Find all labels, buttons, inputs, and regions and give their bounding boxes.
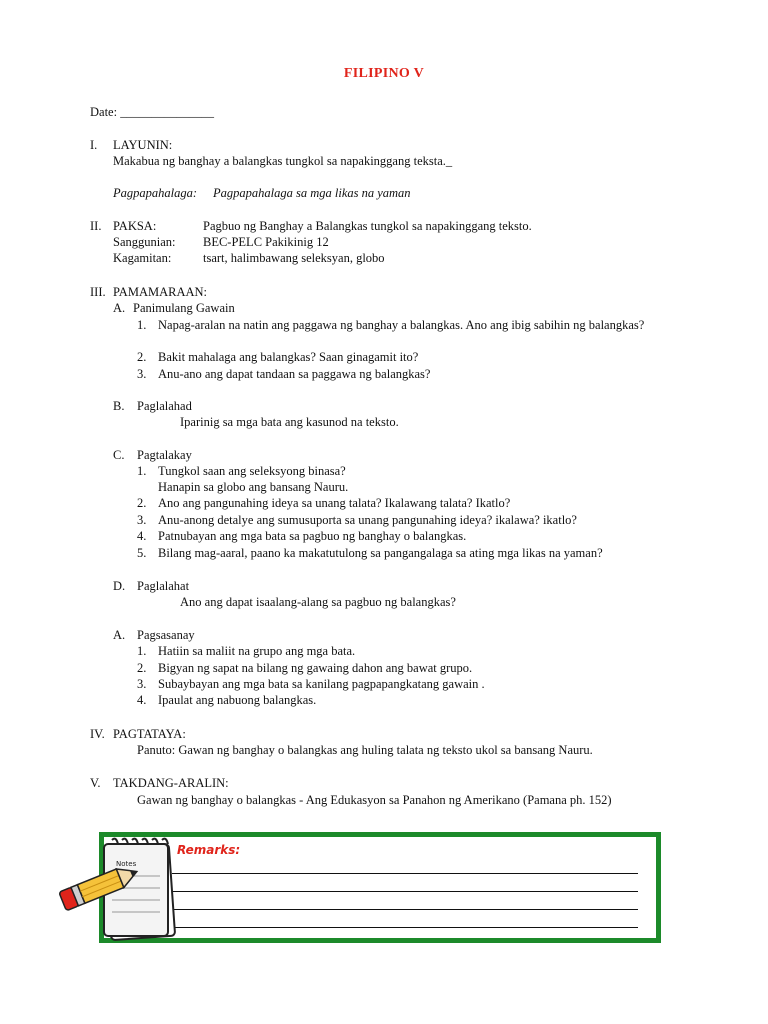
subsection-a-letter: A. <box>113 301 126 315</box>
c-item-1-text-2: Hanapin sa globo ang bansang Nauru. <box>158 480 349 494</box>
sanggunian-value: BEC-PELC Pakikinig 12 <box>203 235 329 249</box>
e-item-2-number: 2. <box>137 661 147 675</box>
section-1-number: I. <box>90 138 98 152</box>
section-1-heading: LAYUNIN: <box>113 138 173 152</box>
notepad-text: Notes <box>116 860 137 868</box>
remarks-line <box>172 927 638 928</box>
section-3-heading: PAMAMARAAN: <box>113 285 208 299</box>
c-item-5-text: Bilang mag-aaral, paano ka makatutulong sa pangangalaga sa ating mga likas na yaman? <box>158 546 603 560</box>
c-item-2-text: Ano ang pangunahing ideya sa unang talata? Ikalawang talata? Ikatlo? <box>158 496 511 510</box>
section-4-number: IV. <box>90 727 105 741</box>
subsection-b-letter: B. <box>113 399 125 413</box>
pagtataya-text: Panuto: Gawan ng banghay o balangkas ang huling talata ng teksto ukol sa bansang Nauru. <box>137 743 593 757</box>
c-item-1-text: Tungkol saan ang seleksyong binasa? <box>158 464 346 478</box>
takdang-aralin-text: Gawan ng banghay o balangkas - Ang Edukasyon sa Panahon ng Amerikano (Pamana ph. 152) <box>137 793 612 807</box>
section-4-heading: PAGTATAYA: <box>113 727 186 741</box>
c-item-5-number: 5. <box>137 546 147 560</box>
section-5-number: V. <box>90 776 101 790</box>
remarks-line <box>172 909 638 910</box>
kagamitan-label: Kagamitan: <box>113 251 172 265</box>
notepad-pencil-icon <box>56 836 176 946</box>
c-item-4-text: Patnubayan ang mga bata sa pagbuo ng banghay o balangkas. <box>158 529 467 543</box>
subsection-c-letter: C. <box>113 448 125 462</box>
date-field: Date: _______________ <box>90 105 214 119</box>
paglalahat-text: Ano ang dapat isaalang-alang sa pagbuo ng balangkas? <box>180 595 456 609</box>
a-item-3-text: Anu-ano ang dapat tandaan sa paggawa ng balangkas? <box>158 367 431 381</box>
subsection-d-letter: D. <box>113 579 126 593</box>
a-item-2-number: 2. <box>137 350 147 364</box>
e-item-1-number: 1. <box>137 644 147 658</box>
e-item-3-number: 3. <box>137 677 147 691</box>
a-item-1-number: 1. <box>137 318 147 332</box>
c-item-2-number: 2. <box>137 496 147 510</box>
sanggunian-label: Sanggunian: <box>113 235 176 249</box>
section-5-heading: TAKDANG-ARALIN: <box>113 776 229 790</box>
c-item-4-number: 4. <box>137 529 147 543</box>
a-item-1-text: Napag-aralan na natin ang paggawa ng banghay a balangkas. Ano ang ibig sabihin ng balangkas? <box>158 318 645 332</box>
page-title: FILIPINO V <box>343 66 425 81</box>
paglalahad-text: Iparinig sa mga bata ang kasunod na teksto. <box>180 415 399 429</box>
e-item-3-text: Subaybayan ang mga bata sa kanilang pagpapangkatang gawain . <box>158 677 485 691</box>
e-item-4-text: Ipaulat ang nabuong balangkas. <box>158 693 317 707</box>
a-item-3-number: 3. <box>137 367 147 381</box>
c-item-1-number: 1. <box>137 464 147 478</box>
subsection-c-heading: Pagtalakay <box>137 448 192 462</box>
section-3-number: III. <box>90 285 106 299</box>
remarks-line <box>172 891 638 892</box>
valuing-label: Pagpapahalaga: <box>113 186 198 200</box>
e-item-1-text: Hatiin sa maliit na grupo ang mga bata. <box>158 644 356 658</box>
subsection-b-heading: Paglalahad <box>137 399 192 413</box>
objective-text: Makabua ng banghay a balangkas tungkol sa napakinggang teksta._ <box>113 154 453 168</box>
subsection-d-heading: Paglalahat <box>137 579 190 593</box>
a-item-2-text: Bakit mahalaga ang balangkas? Saan ginagamit ito? <box>158 350 419 364</box>
c-item-3-text: Anu-anong detalye ang sumusuporta sa unang pangunahing ideya? ikalawa? ikatlo? <box>158 513 577 527</box>
subsection-e-heading: Pagsasanay <box>137 628 195 642</box>
c-item-3-number: 3. <box>137 513 147 527</box>
section-2-number: II. <box>90 219 102 233</box>
remarks-label: Remarks: <box>177 843 241 857</box>
e-item-4-number: 4. <box>137 693 147 707</box>
remarks-line <box>172 873 638 874</box>
kagamitan-value: tsart, halimbawang seleksyan, globo <box>203 251 385 265</box>
paksa-value: Pagbuo ng Banghay a Balangkas tungkol sa napakinggang teksto. <box>203 219 532 233</box>
subsection-e-letter: A. <box>113 628 126 642</box>
e-item-2-text: Bigyan ng sapat na bilang ng gawaing dahon ang bawat grupo. <box>158 661 473 675</box>
paksa-label: PAKSA: <box>113 219 157 233</box>
valuing-text: Pagpapahalaga sa mga likas na yaman <box>213 186 411 200</box>
subsection-a-heading: Panimulang Gawain <box>133 301 235 315</box>
